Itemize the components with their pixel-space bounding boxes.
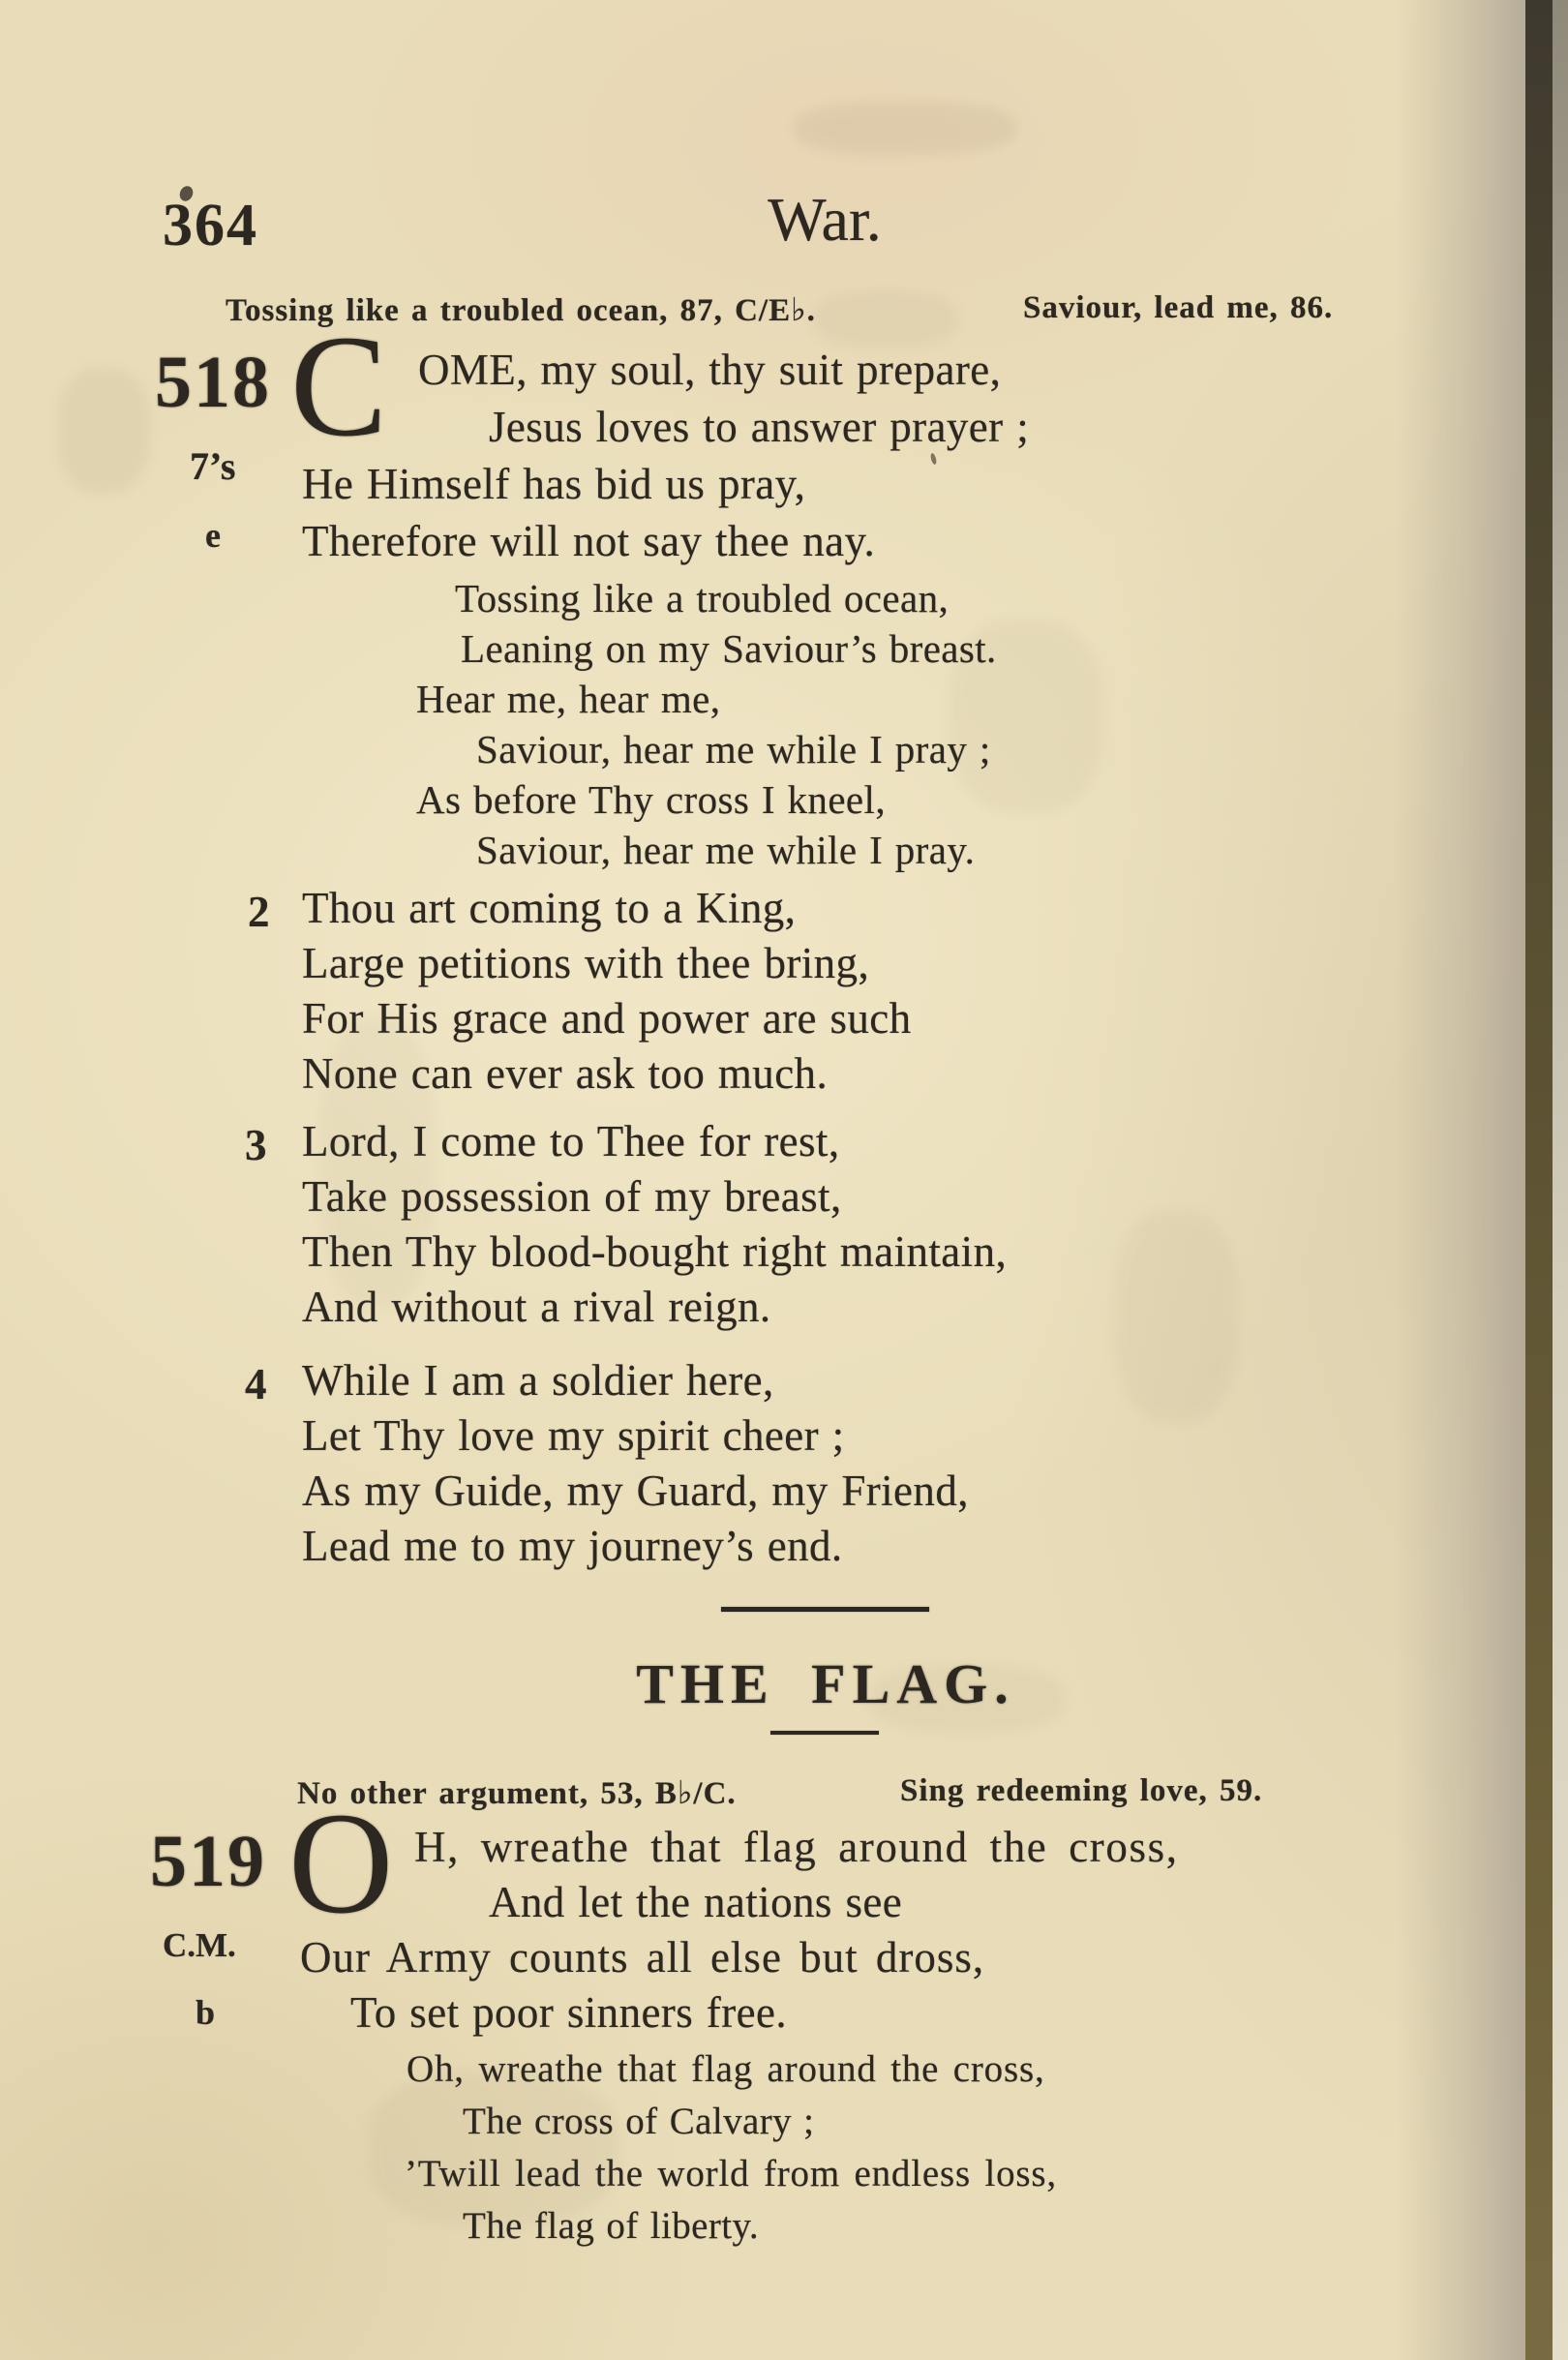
bleedthrough-smudge [368,2072,619,2226]
hymn-518-verse3-line: Then Thy blood-bought right maintain, [302,1227,1008,1276]
hymn-518-verse3-line: Lord, I come to Thee for rest, [302,1117,840,1165]
hymn-518-tune-reference-left: Tossing like a troubled ocean, 87, C/E♭. [226,293,816,328]
hymn-518-verse4-line: Lead me to my journey’s end. [302,1522,843,1570]
hymn-519-verse1-line: H, wreathe that flag around the cross, [414,1823,1179,1871]
hymn-518-chorus-line: Tossing like a troubled ocean, [455,576,950,620]
hymn-518-chorus-line: As before Thy cross I kneel, [416,777,886,822]
hymn-519-tune-reference-left: No other argument, 53, B♭/C. [297,1776,737,1811]
hymn-518-verse1-line: Therefore will not say thee nay. [302,517,876,565]
hymn-518-drop-cap: C [290,306,388,467]
hymn-519-chorus-line: Oh, wreathe that flag around the cross, [407,2048,1045,2090]
hymn-518-number: 518 [155,342,271,423]
hymn-519-number: 519 [150,1821,266,1902]
hymn-518-verse3-line: Take possession of my breast, [302,1172,842,1221]
page-edge-dark-band [1525,0,1553,2360]
hymn-518-chorus-line: Leaning on my Saviour’s breast. [461,626,997,671]
hymn-519-verse1-line: To set poor sinners free. [350,1988,787,2037]
hymn-518-verse4-number: 4 [245,1360,267,1408]
hymn-519-meter: C.M. [163,1926,236,1964]
hymn-518-verse4-line: Let Thy love my spirit cheer ; [302,1411,845,1460]
bleedthrough-smudge [58,368,150,494]
hymn-519-tune-reference-right: Sing redeeming love, 59. [900,1773,1263,1808]
section-title-underline [770,1731,879,1735]
hymn-518-verse2-line: For His grace and power are such [302,994,912,1043]
hymn-519-chorus-line: The flag of liberty. [463,2205,760,2247]
hymn-518-tune-reference-right: Saviour, lead me, 86. [1023,290,1334,325]
ink-speck [930,453,938,466]
hymn-518-verse1-line: He Himself has bid us pray, [302,460,806,508]
bleedthrough-smudge [1113,1210,1239,1423]
hymn-518-verse1-line: OME, my soul, thy suit prepare, [418,346,1002,394]
next-page-edge [1553,0,1568,2360]
hymn-518-verse2-number: 2 [248,888,270,936]
hymn-519-drop-cap: O [288,1783,394,1944]
bleedthrough-smudge [794,102,1016,155]
section-divider-rule [721,1607,929,1612]
hymn-519-expression-letter: b [196,1993,216,2032]
hymn-518-chorus-line: Hear me, hear me, [416,677,721,721]
hymn-518-chorus-line: Saviour, hear me while I pray. [476,828,976,872]
hymn-518-verse2-line: None can ever ask too much. [302,1049,829,1098]
hymn-519-verse1-line: Our Army counts all else but dross, [300,1933,985,1982]
hymn-518-verse3-number: 3 [245,1121,267,1169]
page-edge-shading [1394,0,1527,2360]
hymn-518-verse2-line: Large petitions with thee bring, [302,939,870,987]
bleedthrough-smudge [813,290,958,348]
hymn-518-verse4-line: While I am a soldier here, [302,1356,774,1405]
page-header-title: War. [768,185,882,254]
hymn-518-verse1-line: Jesus loves to answer prayer ; [489,403,1030,451]
hymn-519-chorus-line: The cross of Calvary ; [463,2101,815,2142]
hymn-518-verse2-line: Thou art coming to a King, [302,884,797,932]
hymn-519-verse1-line: And let the nations see [489,1878,903,1926]
section-title: THE FLAG. [636,1652,1015,1715]
hymn-518-meter: 7’s [190,444,236,488]
hymn-519-chorus-line: ’Twill lead the world from endless loss, [405,2153,1057,2194]
hymn-518-expression-letter: e [205,516,221,555]
hymn-518-chorus-line: Saviour, hear me while I pray ; [476,727,991,772]
page-number: 364 [163,193,258,258]
hymn-518-verse3-line: And without a rival reign. [302,1283,771,1331]
hymn-518-verse4-line: As my Guide, my Guard, my Friend, [302,1467,969,1515]
